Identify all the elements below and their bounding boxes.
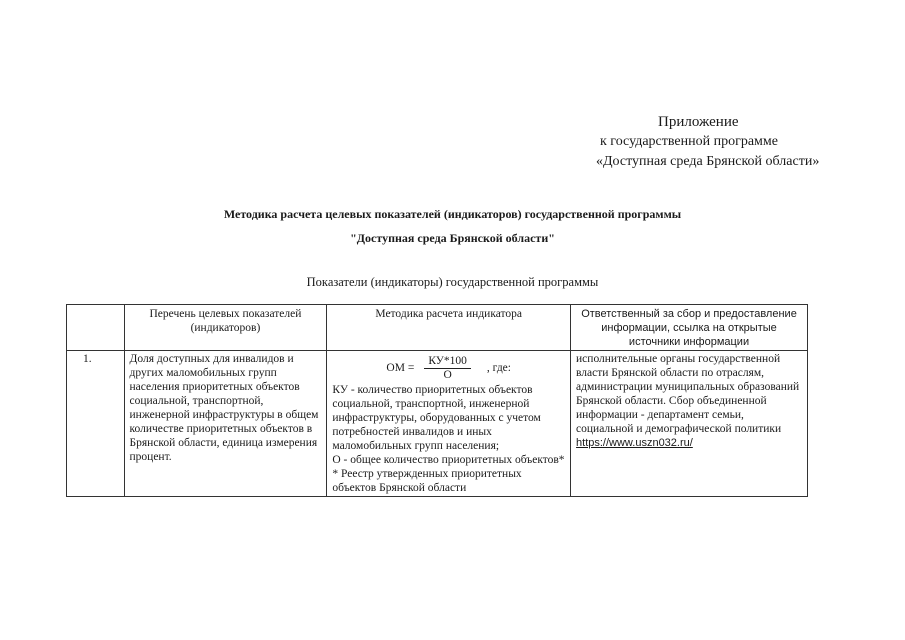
formula — [332, 353, 565, 383]
method-o-definition: О - общее количество приоритетных объектов* — [332, 454, 565, 466]
appendix-program-name: «Доступная среда Брянской области» — [596, 154, 820, 169]
indicators-table — [66, 304, 808, 497]
appendix-title: Приложение — [658, 114, 739, 130]
row-method — [327, 351, 571, 497]
header-number — [67, 305, 125, 351]
header-indicator-list: Перечень целевых показателей (индикаторов) — [124, 305, 327, 351]
appendix-block — [596, 112, 819, 172]
header-responsible: Ответственный за сбор и предоставление информации, ссылка на открытые источники информации — [571, 305, 808, 351]
document-title: Методика расчета целевых показателей (индикаторов) государственной программы — [223, 207, 682, 221]
responsible-text: исполнительные органы государственной власти Брянской области по отраслям, администрации муниципальных образований Брянской области. Сбор объединенной информации - департамент семьи, социальной и демографической политики — [576, 353, 800, 435]
formula-lhs: ОМ = — [386, 362, 415, 374]
method-footnote: * Реестр утвержденных приоритетных объектов Брянской области — [332, 468, 522, 494]
appendix-program-ref: к государственной программе — [600, 134, 778, 149]
method-ku-definition: КУ - количество приоритетных объектов социальной, транспортной, инженерной инфраструктуры, оборудованных с учетом потребностей инвалидов и иных маломобильных групп населения; — [332, 384, 541, 452]
table-row — [67, 351, 808, 497]
document-program-name: "Доступная среда Брянской области" — [350, 231, 555, 245]
table-header-row — [67, 305, 808, 351]
formula-where: , где: — [486, 362, 511, 374]
header-method: Методика расчета индикатора — [327, 305, 571, 351]
table-caption: Показатели (индикаторы) государственной программы — [306, 275, 599, 289]
row-number: 1. — [67, 351, 125, 497]
row-responsible — [571, 351, 808, 497]
formula-numerator: КУ*100 — [424, 355, 471, 369]
formula-denominator: О — [443, 368, 452, 381]
formula-fraction — [424, 355, 471, 382]
source-link[interactable]: https://www.uszn032.ru/ — [576, 437, 693, 449]
row-indicator: Доля доступных для инвалидов и других маломобильных групп населения приоритетных объектов социальной, транспортной, инженерной инфраструктуры в общем количестве приоритетных объектов в Брянской области, единица измерения процент. — [124, 351, 327, 497]
